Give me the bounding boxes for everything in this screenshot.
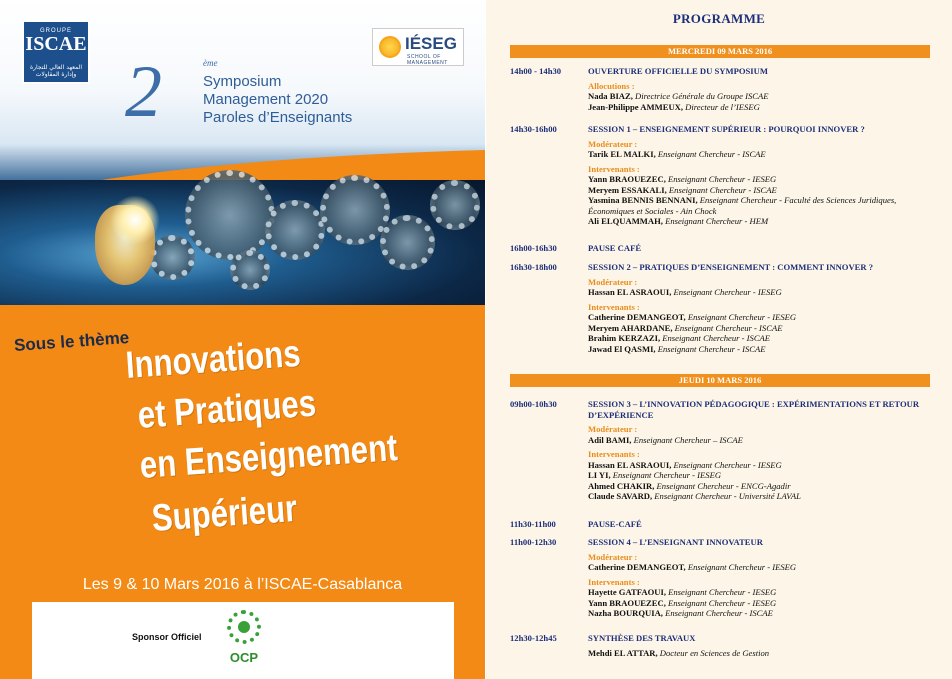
speaker-name: Yasmina BENNIS BENNANI,: [588, 195, 698, 205]
gear-icon: [320, 175, 390, 245]
session-role-label: Modérateur :: [588, 276, 638, 287]
light-glow: [110, 195, 160, 245]
iscae-logo: [22, 20, 90, 84]
sponsor-bar: [32, 602, 454, 679]
symposium-line-3: Paroles d’Enseignants: [203, 109, 353, 126]
gears-illustration: [0, 180, 485, 305]
speaker-description: Enseignant Chercheur - ENCG-Agadir: [654, 480, 791, 491]
symposium-suffix: ème: [203, 58, 218, 68]
speaker-entry: [588, 587, 938, 598]
ocp-center-icon: [238, 621, 250, 633]
speaker-description: Enseignant Chercheur - IESEG: [685, 312, 797, 322]
speaker-name: Hassan EL ASRAOUI,: [588, 459, 672, 470]
speaker-name: Yann BRAOUEZEC,: [588, 174, 666, 184]
speaker-description: Enseignant Chercheur - ISCAE: [672, 322, 783, 333]
session-title: SESSION 4 – L’ENSEIGNANT INNOVATEUR: [588, 537, 763, 547]
session-time: 09h00-10h30: [510, 399, 557, 409]
session-role-label: Intervenants :: [588, 449, 640, 459]
speaker-description: Enseignant Chercheur - IESEG: [665, 597, 777, 608]
ieseg-logo: [372, 28, 464, 66]
gear-icon: [380, 215, 435, 270]
gear-icon: [150, 235, 195, 280]
speaker-description: Enseignant Chercheur - IESEG: [685, 562, 797, 572]
speaker-name: Jean-Philippe AMMEUX,: [588, 101, 684, 112]
theme-intro: Sous le thème: [13, 328, 130, 355]
speaker-description: Enseignant Chercheur - ISCAE: [662, 608, 773, 618]
speaker-name: Nada BIAZ,: [588, 91, 633, 101]
speaker-name: Hassan EL ASRAOUI,: [588, 287, 672, 297]
speaker-entry: [588, 216, 938, 227]
speaker-name: Brahim KERZAZI,: [588, 333, 661, 343]
session-content: [588, 66, 938, 112]
speaker-description: Enseignant Chercheur - IESEG: [665, 587, 777, 597]
speaker-description: Directeur de l’IESEG: [683, 101, 760, 112]
gear-icon: [265, 200, 325, 260]
theme-line: Supérieur: [150, 487, 299, 540]
speaker-entry: [588, 149, 938, 160]
ocp-logo-text: OCP: [229, 650, 259, 665]
speaker-description: Enseignant Chercheur - IESEG: [610, 470, 722, 480]
event-dates: Les 9 & 10 Mars 2016 à l’ISCAE-Casablanca: [82, 576, 403, 593]
speaker-entry: [588, 323, 938, 334]
speaker-entry: [588, 562, 938, 573]
gear-icon: [230, 250, 270, 290]
iscae-logo-arabic: المعهد العالي للتجارة وإدارة المقاولات: [29, 64, 82, 78]
speaker-description: Enseignant Chercheur - Université LAVAL: [652, 491, 801, 501]
session-title: PAUSE-CAFÉ: [588, 519, 642, 529]
day-header-1: MERCREDI 09 MARS 2016: [510, 45, 930, 58]
session-content: [588, 243, 938, 254]
session-content: [588, 124, 938, 227]
programme-title: PROGRAMME: [672, 11, 766, 26]
session-time: 12h30-12h45: [510, 633, 557, 643]
ieseg-logo-name: IÉSEG: [405, 34, 457, 53]
speaker-name: Ali ELQUAMMAH,: [588, 216, 663, 226]
session-time: 11h00-12h30: [510, 537, 557, 547]
speaker-entry: [588, 648, 938, 659]
session-content: [588, 399, 938, 502]
day-header-2: JEUDI 10 MARS 2016: [510, 374, 930, 387]
speaker-description: Directrice Générale du Groupe ISCAE: [632, 91, 769, 101]
session-time: 11h30-11h00: [510, 519, 556, 529]
gear-icon: [185, 170, 275, 260]
session-title: SESSION 3 – L’INNOVATION PÉDAGOGIQUE : EXPÉRIMENTATIONS ET RETOUR D’EXPÉRIENCE: [588, 399, 920, 420]
symposium-line-2: Management 2020: [203, 91, 329, 108]
speaker-name: Meryem ESSAKALI,: [588, 184, 667, 195]
speaker-name: Mehdi EL ATTAR,: [588, 647, 658, 658]
speaker-name: Tarik EL MALKI,: [588, 149, 656, 159]
session-title: PAUSE CAFÉ: [588, 243, 642, 253]
session-content: [588, 262, 938, 354]
ieseg-mark-icon: [379, 36, 401, 58]
symposium-number: 2: [125, 51, 162, 133]
session-role-label: Modérateur :: [588, 138, 638, 149]
speaker-entry: [588, 287, 938, 298]
iscae-logo-name: ISCAE: [25, 33, 87, 55]
speaker-name: Claude SAVARD,: [588, 491, 653, 501]
ieseg-logo-sub: SCHOOL OF MANAGEMENT: [407, 54, 448, 66]
session-role-label: Modérateur :: [588, 551, 638, 562]
session-role-label: Intervenants :: [588, 576, 640, 587]
speaker-name: Catherine DEMANGEOT,: [588, 312, 686, 322]
speaker-description: Enseignant Chercheur - ISCAE: [655, 149, 766, 159]
theme-line: et Pratiques: [136, 382, 318, 437]
session-time: 16h00-16h30: [510, 243, 557, 253]
sponsor-label: Sponsor Officiel: [132, 632, 202, 642]
speaker-description: Docteur en Sciences de Gestion: [657, 647, 770, 658]
session-role-label: Allocutions :: [588, 80, 635, 91]
session-role-label: Intervenants :: [588, 163, 640, 174]
speaker-description: Enseignant Chercheur - ISCAE: [666, 184, 777, 195]
speaker-entry: [588, 91, 938, 102]
speaker-description: Enseignant Chercheur – ISCAE: [631, 434, 743, 445]
gear-icon: [430, 180, 480, 230]
speaker-name: Meryem AHARDANE,: [588, 322, 673, 333]
speaker-description: Enseignant Chercheur - HEM: [662, 216, 769, 226]
session-title: SESSION 1 – ENSEIGNEMENT SUPÉRIEUR : POURQUOI INNOVER ?: [588, 124, 865, 134]
speaker-description: Enseignant Chercheur - ISCAE: [655, 343, 766, 354]
speaker-entry: [588, 481, 938, 492]
speaker-name: Catherine DEMANGEOT,: [588, 562, 686, 572]
speaker-name: Jawad El QASMI,: [588, 343, 656, 354]
ocp-logo: [218, 608, 270, 674]
speaker-name: Yann BRAOUEZEC,: [588, 597, 666, 608]
theme-line: en Enseignement: [138, 427, 399, 487]
session-title: OUVERTURE OFFICIELLE DU SYMPOSIUM: [588, 66, 768, 76]
speaker-entry: [588, 102, 938, 113]
session-role-label: Intervenants :: [588, 301, 640, 312]
speaker-entry: [588, 608, 938, 619]
speaker-entry: [588, 195, 938, 216]
symposium-line-1: Symposium: [203, 73, 282, 90]
speaker-entry: [588, 312, 938, 323]
session-time: 16h30-18h00: [510, 262, 557, 272]
speaker-description: Enseignant Chercheur - IESEG: [671, 459, 782, 470]
speaker-description: Enseignant Chercheur - IESEG: [665, 174, 777, 184]
speaker-name: Adil BAMI,: [588, 434, 632, 445]
speaker-description: Enseignant Chercheur - ISCAE: [660, 333, 771, 343]
speaker-entry: [588, 185, 938, 196]
speaker-entry: [588, 333, 938, 344]
session-title: SESSION 2 – PRATIQUES D’ENSEIGNEMENT : COMMENT INNOVER ?: [588, 262, 874, 272]
session-time: 14h30-16h00: [510, 124, 557, 134]
speaker-entry: [588, 491, 938, 502]
speaker-name: LI YI,: [588, 470, 611, 480]
speaker-name: Hayette GATFAOUI,: [588, 587, 666, 597]
theme-line: Innovations: [124, 332, 302, 387]
speaker-name: Ahmed CHAKIR,: [588, 480, 655, 491]
speaker-name: Nazha BOURQUIA,: [588, 608, 663, 618]
speaker-description: Enseignant Chercheur - Faculté des Sciences Juridiques, Économiques et Sociales - Ain Chock: [588, 195, 897, 216]
programme-panel: [486, 0, 952, 679]
session-content: [588, 537, 938, 619]
session-content: [588, 519, 938, 530]
session-role-label: Modérateur :: [588, 424, 638, 434]
iscae-logo-top: GROUPE: [39, 28, 72, 34]
speaker-entry: [588, 470, 938, 481]
speaker-entry: [588, 460, 938, 471]
session-time: 14h00 - 14h30: [510, 66, 562, 76]
speaker-description: Enseignant Chercheur - IESEG: [671, 287, 782, 297]
session-title: SYNTHÈSE DES TRAVAUX: [588, 633, 696, 643]
speaker-entry: [588, 344, 938, 355]
speaker-entry: [588, 435, 938, 446]
speaker-entry: [588, 174, 938, 185]
session-content: [588, 633, 938, 658]
speaker-entry: [588, 598, 938, 609]
